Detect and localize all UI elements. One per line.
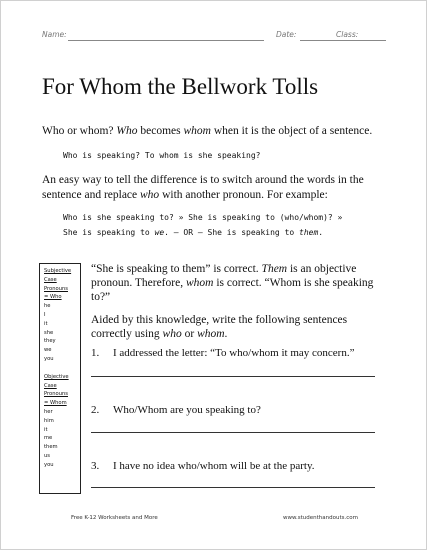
explanation-paragraph: An easy way to tell the difference is to switch around the words in the sentence and replace who with another pronoun. For example: [42, 174, 364, 201]
answer-line-2[interactable] [91, 432, 375, 433]
pronoun-item: us [44, 452, 50, 459]
pronoun-item: they [44, 338, 56, 345]
pronoun-item: me [44, 435, 53, 442]
pronoun-item: it [44, 320, 48, 327]
class-label: Class: [336, 30, 359, 39]
name-blank [68, 40, 264, 41]
question-2: 2. Who/Whom are you speaking to? [91, 404, 261, 416]
footer-website-link[interactable]: www.studenthandouts.com [283, 515, 358, 521]
sidebar-spacer [44, 364, 80, 373]
name-label: Name: [42, 30, 67, 39]
class-blank [365, 40, 386, 41]
subjective-heading-3: Pronouns [44, 285, 68, 292]
pronoun-item: he [44, 303, 51, 310]
instructions: Aided by this knowledge, write the following sentences correctly using who or whom. [91, 314, 348, 340]
example-transformation: Who is she speaking to? » She is speaking to (who/whom)? » She is speaking to we. – OR – She is speaking to them. [63, 213, 343, 237]
pronoun-item: her [44, 408, 53, 415]
pronoun-item: she [44, 329, 54, 336]
footer-left: Free K-12 Worksheets and More [71, 515, 158, 521]
pronoun-item: them [44, 444, 58, 451]
intro-paragraph: Who or whom? Who becomes whom when it is the object of a sentence. [42, 125, 373, 137]
subjective-heading-1: Subjective [44, 268, 72, 274]
objective-heading-1: Objective [44, 373, 69, 380]
objective-heading-4: = Whom [44, 400, 67, 407]
objective-heading-2: Case [44, 382, 57, 389]
pronoun-item: you [44, 355, 54, 362]
pronoun-item: it [44, 426, 48, 433]
page-title: For Whom the Bellwork Tolls [42, 74, 319, 99]
objective-heading-3: Pronouns [44, 391, 68, 398]
question-1: 1. I addressed the letter: “To who/whom it may concern.” [91, 347, 355, 359]
subjective-heading-4: = Who [44, 294, 62, 301]
pronoun-item: I [44, 311, 46, 318]
subjective-heading-2: Case [44, 276, 57, 283]
answer-line-1[interactable] [91, 376, 375, 377]
example-question: Who is speaking? To whom is she speaking? [63, 151, 261, 160]
pronoun-reference-box [39, 263, 81, 494]
pronoun-item: we [44, 347, 52, 354]
pronoun-item: you [44, 461, 54, 468]
pronoun-item: him [44, 417, 54, 424]
answer-line-3[interactable] [91, 487, 375, 488]
date-label: Date: [276, 30, 297, 39]
question-3: 3. I have no idea who/whom will be at the party. [91, 460, 315, 472]
correct-answer-explanation: “She is speaking to them” is correct. Them is an objective pronoun. Therefore, whom is correct. “Whom is she speaking to?” [91, 263, 374, 303]
